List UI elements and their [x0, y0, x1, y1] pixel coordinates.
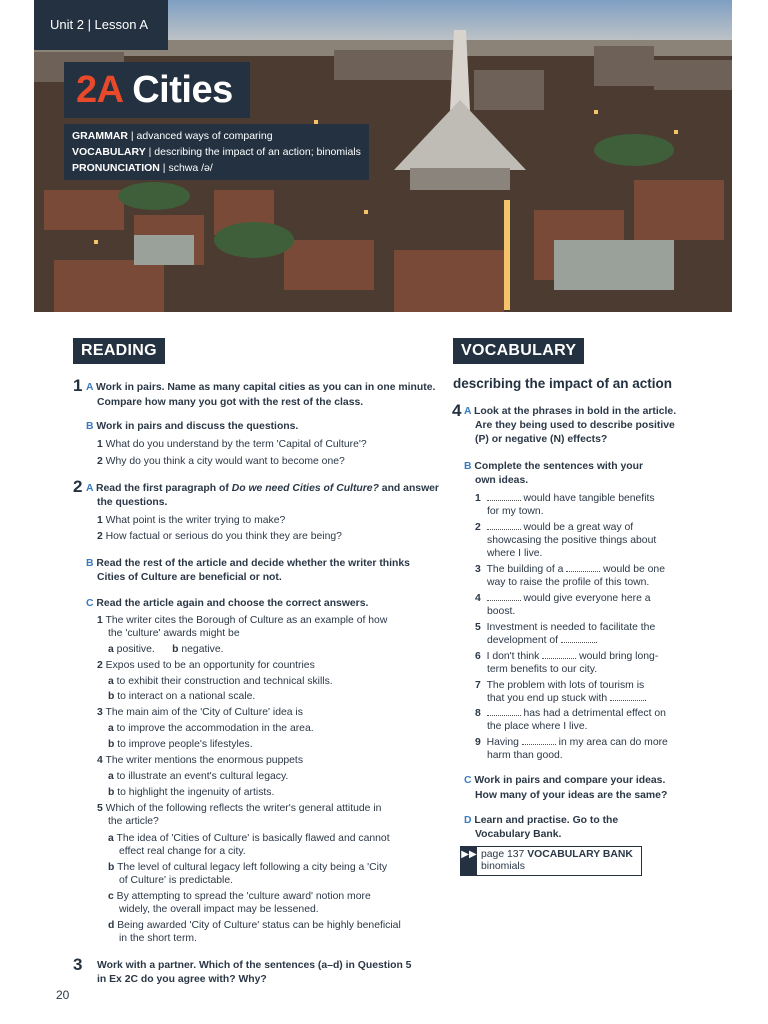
q2c-item-2: 2 Expos used to be an opportunity for countries [97, 660, 315, 671]
q1b-text: B Work in pairs and discuss the questions. [86, 421, 299, 432]
blank [487, 592, 521, 601]
q4b-text: B Complete the sentences with your [464, 461, 644, 472]
q2a-item-2: 2 How factual or serious do you think they are being? [97, 531, 342, 542]
vocabulary-line: VOCABULARY | describing the impact of an action; binomials [72, 146, 361, 158]
q1-number: 1 [73, 376, 83, 395]
q4b-sentence-4: 4 would give everyone here a [475, 593, 651, 604]
q1a-text: A Work in pairs. Name as many capital cities as you can in one minute. [86, 382, 436, 393]
q2c-item-5-d: d Being awarded 'City of Culture' status can be highly beneficial [108, 920, 401, 931]
fast-forward-icon: ▶▶ [461, 847, 477, 875]
q2c-item-1-cont: the 'culture' awards might be [108, 628, 240, 639]
blank [487, 707, 521, 716]
q2c-item-4-b: b to highlight the ingenuity of artists. [108, 787, 275, 798]
q2a-item-1: 1 What point is the writer trying to make? [97, 515, 286, 526]
q2c-item-3-b: b to improve people's lifestyles. [108, 739, 253, 750]
q1a-text-2: Compare how many you got with the rest of the class. [97, 397, 364, 408]
blank [566, 563, 600, 572]
lesson-title-text: Cities [132, 69, 233, 111]
q4b-sentence-1: 1 would have tangible benefits [475, 493, 655, 504]
vocabulary-bank-text: page 137 VOCABULARY BANK binomials [481, 849, 633, 872]
q4b-sentence-4-cont: boost. [487, 606, 516, 617]
q4b-sentence-9-cont: harm than good. [487, 750, 563, 761]
grammar-line: GRAMMAR | advanced ways of comparing [72, 130, 273, 142]
q4d-text: D Learn and practise. Go to the [464, 815, 619, 826]
q4b-sentence-8: 8 has had a detrimental effect on [475, 708, 666, 719]
q2c-item-5-c-cont: widely, the overall impact may be lessened. [119, 904, 319, 915]
q4b-sentence-2: 2 would be a great way of [475, 522, 634, 533]
vocabulary-bank-link[interactable] [460, 846, 642, 876]
q4b-sentence-7-cont: that you end up stuck with . [487, 693, 647, 704]
q4b-sentence-9: 9 Having in my area can do more [475, 737, 668, 748]
q2c-item-4: 4 The writer mentions the enormous puppets [97, 755, 304, 766]
q4b-sentence-6-cont: term benefits to our city. [487, 664, 598, 675]
vocabulary-heading: VOCABULARY [453, 338, 584, 364]
q2c-item-1: 1 The writer cites the Borough of Culture as an example of how [97, 615, 388, 626]
q4b-sentence-6: 6 I don't think would bring long- [475, 651, 659, 662]
q3-text: Work with a partner. Which of the sentences (a–d) in Question 5 [97, 960, 412, 971]
q2c-item-5-c: c By attempting to spread the 'culture award' notion more [108, 891, 371, 902]
lesson-title [64, 62, 250, 118]
blank [561, 634, 595, 643]
q2c-item-5-b-cont: of Culture' is predictable. [119, 875, 234, 886]
q2c-item-2-b: b to interact on a national scale. [108, 691, 256, 702]
blank [542, 650, 576, 659]
q2b-text-2: Cities of Culture are beneficial or not. [97, 572, 282, 583]
lesson-objectives [64, 124, 369, 180]
q2c-item-2-a: a to exhibit their construction and technical skills. [108, 676, 333, 687]
q2c-item-5-cont: the article? [108, 816, 159, 827]
q4b-sentence-1-cont: for my town. [487, 506, 544, 517]
q4c-text-2: How many of your ideas are the same? [475, 790, 668, 801]
q4a-text-3: (P) or negative (N) effects? [475, 434, 608, 445]
q4-number: 4 [452, 401, 462, 420]
q4b-sentence-3: 3 The building of a would be one [475, 564, 665, 575]
q4a-text: A Look at the phrases in bold in the article. [464, 406, 677, 417]
q2c-item-5: 5 Which of the following reflects the writer's general attitude in [97, 803, 382, 814]
blank [487, 521, 521, 530]
blank [610, 692, 644, 701]
q2c-text: C Read the article again and choose the correct answers. [86, 598, 369, 609]
q2c-item-5-a-cont: effect real change for a city. [119, 846, 246, 857]
q4b-sentence-5: 5 Investment is needed to facilitate the [475, 622, 656, 633]
q4b-sentence-2-cont: showcasing the positive things about [487, 535, 657, 546]
q1b-item-2: 2 Why do you think a city would want to become one? [97, 456, 345, 467]
q2-number: 2 [73, 477, 83, 496]
page-margin [732, 0, 768, 1024]
page-number: 20 [56, 988, 70, 1002]
q2a-text: A Read the first paragraph of Do we need Cities of Culture? and answer [86, 483, 439, 494]
vocabulary-subheading: describing the impact of an action [453, 376, 673, 391]
q1b-item-1: 1 What do you understand by the term 'Capital of Culture'? [97, 439, 367, 450]
blank [522, 736, 556, 745]
q2c-item-5-a: a The idea of 'Cities of Culture' is basically flawed and cannot [108, 833, 390, 844]
q2c-item-3-a: a to improve the accommodation in the area. [108, 723, 314, 734]
q3-number: 3 [73, 955, 83, 974]
pronunciation-line: PRONUNCIATION | schwa /ə/ [72, 162, 213, 174]
q4b-sentence-5-cont: development of . [487, 635, 598, 646]
q2b-text: B Read the rest of the article and decide whether the writer thinks [86, 558, 410, 569]
q2c-item-4-a: a to illustrate an event's cultural legacy. [108, 771, 289, 782]
q2c-item-5-b: b The level of cultural legacy left following a city being a 'City [108, 862, 388, 873]
q4c-text: C Work in pairs and compare your ideas. [464, 775, 666, 786]
q4d-text-2: Vocabulary Bank. [475, 829, 562, 840]
q3-text-2: in Ex 2C do you agree with? Why? [97, 974, 267, 985]
q4a-text-2: Are they being used to describe positive [475, 420, 675, 431]
q2c-item-1-options: a positive. b negative. [108, 644, 224, 655]
q4b-sentence-3-cont: way to raise the profile of this town. [487, 577, 650, 588]
q2c-item-5-d-cont: in the short term. [119, 933, 197, 944]
q4b-text-2: own ideas. [475, 475, 529, 486]
q2a-text-2: the questions. [97, 497, 168, 508]
unit-lesson-tab: Unit 2 | Lesson A [34, 0, 168, 50]
q4b-sentence-7: 7 The problem with lots of tourism is [475, 680, 645, 691]
q2c-item-3: 3 The main aim of the 'City of Culture' idea is [97, 707, 303, 718]
blank [487, 492, 521, 501]
q4b-sentence-8-cont: the place where I live. [487, 721, 588, 732]
reading-heading: READING [73, 338, 165, 364]
lesson-number: 2A [76, 69, 123, 111]
q4b-sentence-2-cont2: where I live. [487, 548, 543, 559]
